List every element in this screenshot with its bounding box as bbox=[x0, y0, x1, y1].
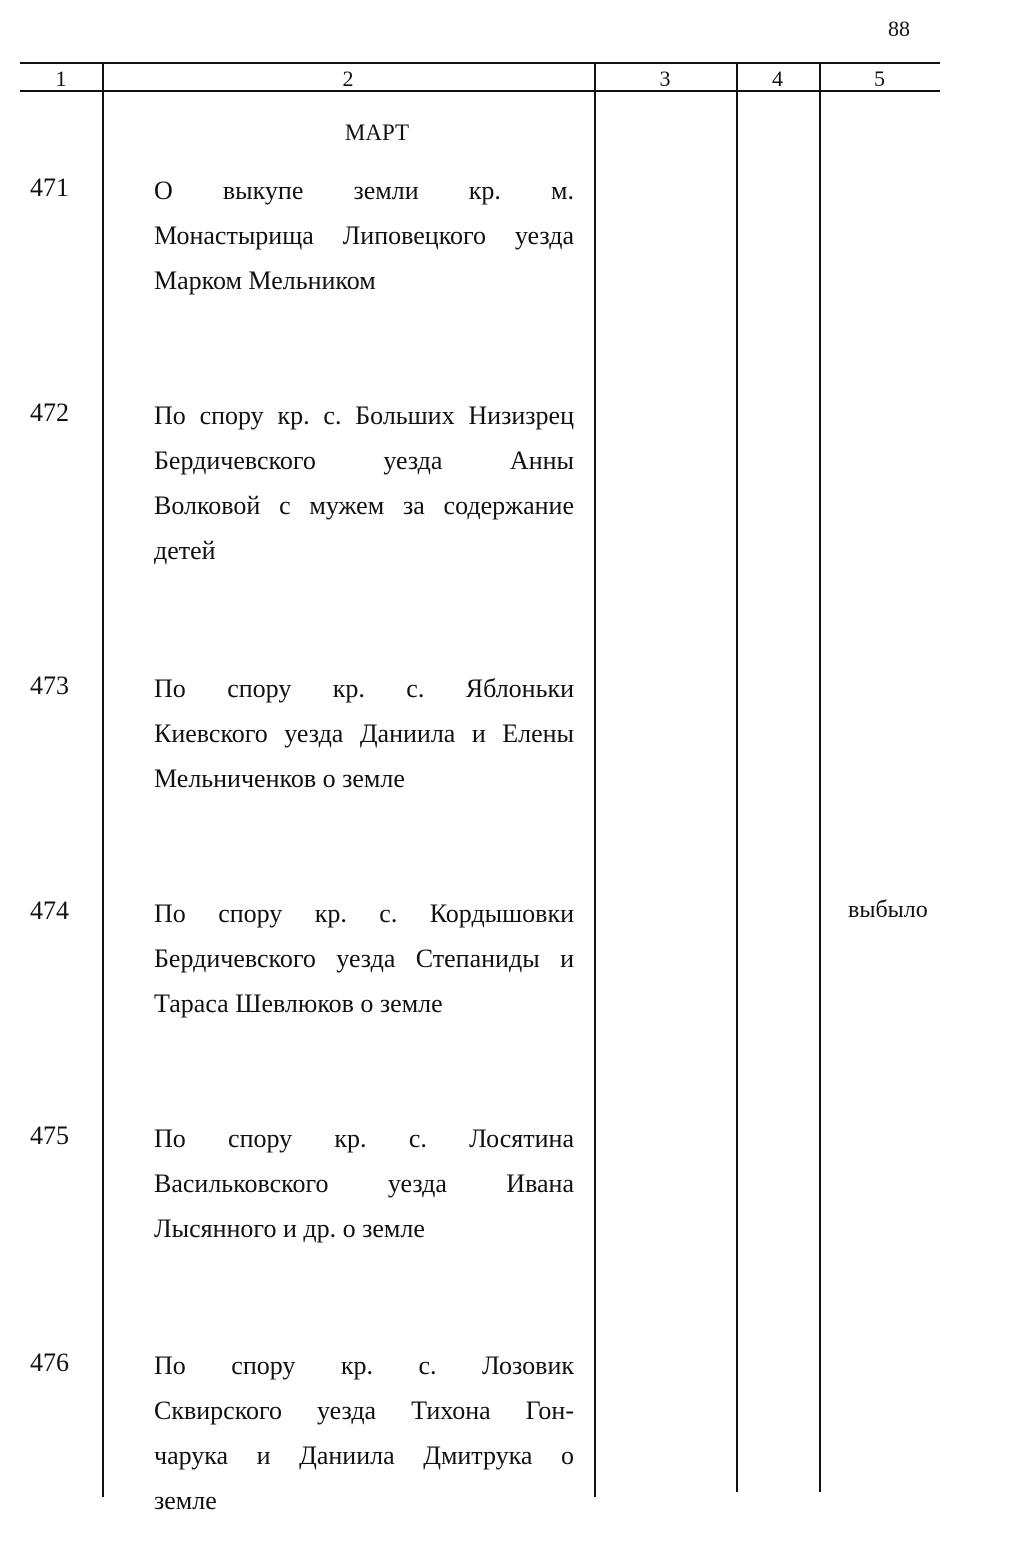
entry-description bbox=[154, 891, 574, 1026]
entry-line: Волковой с мужем за содержание bbox=[154, 491, 574, 520]
entry-line: Бердичевского уезда Степаниды и bbox=[154, 944, 574, 973]
entry-line: Монастырища Липовецкого уезда bbox=[154, 221, 574, 250]
entry-line: По спору кр. с. Яблоньки bbox=[154, 674, 574, 703]
entry-line: По спору кр. с. Кордышовки bbox=[154, 899, 574, 928]
column-divider bbox=[102, 62, 104, 1497]
entry-note: выбыло bbox=[848, 897, 928, 923]
entry-description bbox=[154, 393, 574, 573]
column-header-1: 1 bbox=[55, 66, 67, 91]
entry-line: Киевского уезда Даниила и Елены bbox=[154, 719, 574, 748]
entry-line: Сквирского уезда Тихона Гон- bbox=[154, 1396, 574, 1425]
column-divider bbox=[736, 62, 738, 1492]
column-divider bbox=[594, 62, 596, 1497]
entry-number: 474 bbox=[30, 896, 69, 925]
entry-number: 475 bbox=[30, 1121, 69, 1150]
entry-line: Марком Мельником bbox=[154, 266, 376, 295]
entry-description bbox=[154, 1343, 574, 1523]
entry-number: 476 bbox=[30, 1348, 69, 1377]
entry-description bbox=[154, 168, 574, 303]
entry-line: Бердичевского уезда Анны bbox=[154, 446, 574, 475]
entry-description bbox=[154, 666, 574, 801]
entry-line: Лысянного и др. о земле bbox=[154, 1214, 425, 1243]
entry-line: чарука и Даниила Дмитрука о bbox=[154, 1441, 574, 1470]
month-heading: МАРТ bbox=[344, 120, 410, 145]
column-header-4: 4 bbox=[772, 66, 783, 91]
column-header-3: 3 bbox=[659, 66, 671, 91]
entry-line: По спору кр. с. Лосятина bbox=[154, 1124, 574, 1153]
page-number: 88 bbox=[888, 16, 910, 41]
entry-line: По спору кр. с. Лозовик bbox=[154, 1351, 574, 1380]
entry-description bbox=[154, 1116, 574, 1251]
entry-number: 472 bbox=[30, 398, 69, 427]
entry-line: По спору кр. с. Больших Низизрец bbox=[154, 401, 574, 430]
column-divider bbox=[819, 62, 821, 1492]
column-header-5: 5 bbox=[874, 66, 885, 91]
entry-line: Васильковского уезда Ивана bbox=[154, 1169, 574, 1198]
entry-line: земле bbox=[154, 1486, 217, 1515]
column-header-2: 2 bbox=[342, 66, 354, 91]
entry-number: 473 bbox=[30, 671, 69, 700]
entry-line: О выкупе земли кр. м. bbox=[154, 176, 574, 205]
entry-line: Тараса Шевлюков о земле bbox=[154, 989, 443, 1018]
table-top-rule bbox=[20, 62, 940, 64]
entry-number: 471 bbox=[30, 173, 69, 202]
entry-line: Мельниченков о земле bbox=[154, 764, 405, 793]
entry-line: детей bbox=[154, 536, 216, 565]
